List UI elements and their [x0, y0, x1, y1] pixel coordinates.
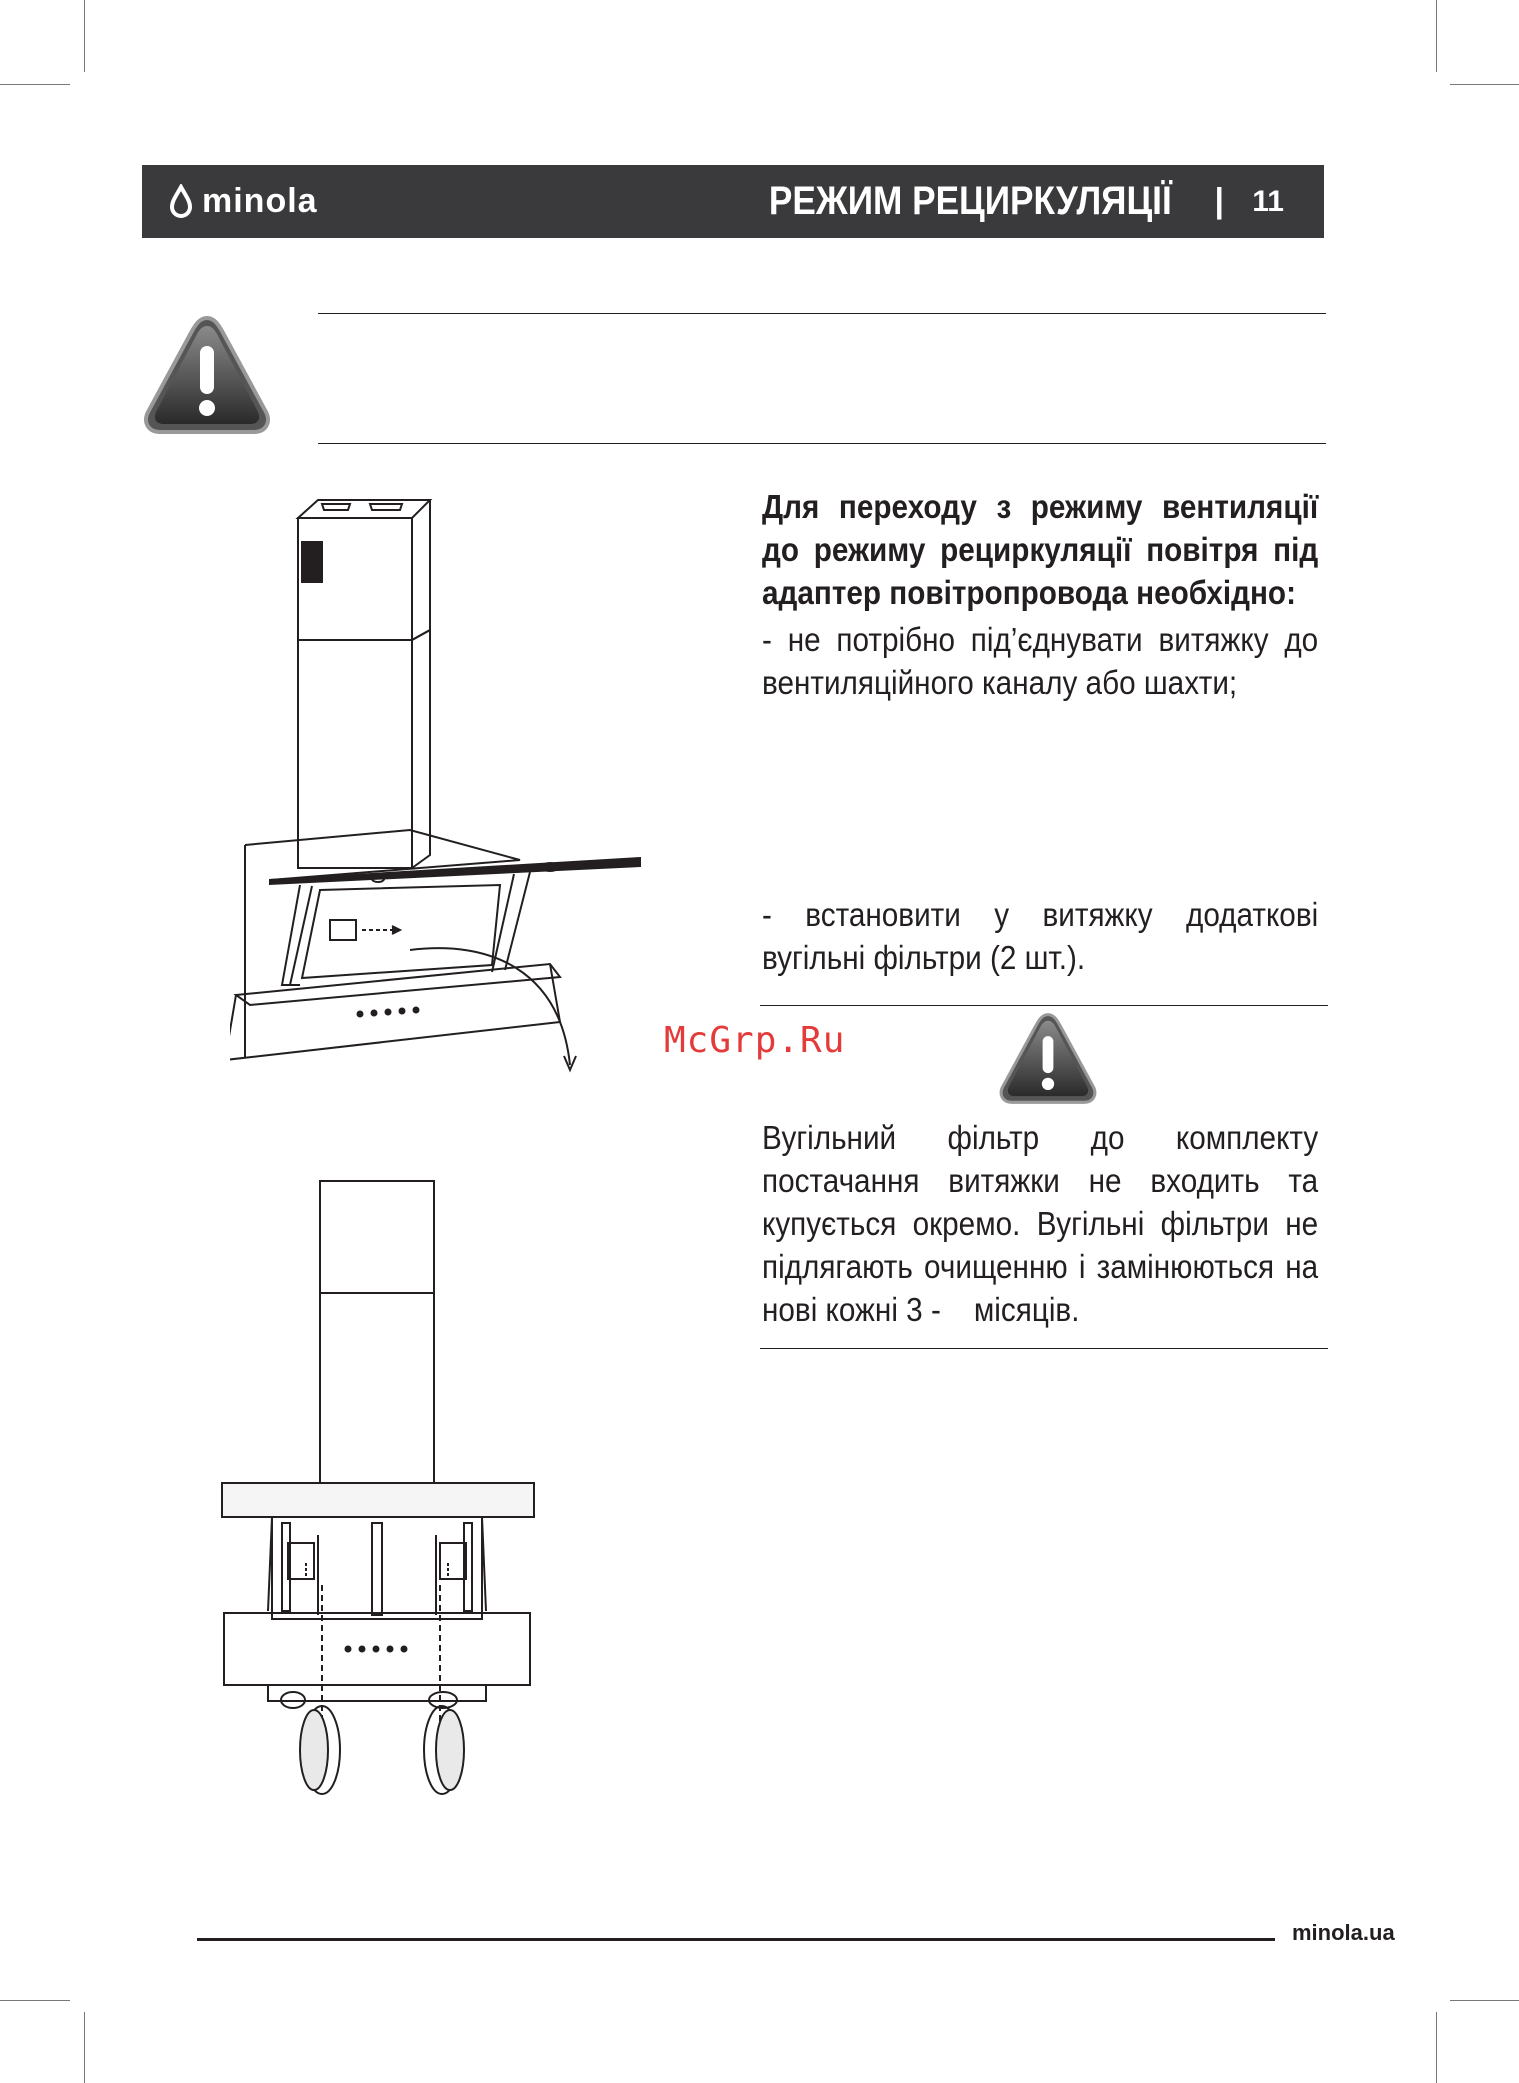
instruction-step-1: - не потрібно під’єднувати витяжку до вентиляційного каналу або шахти;	[762, 621, 1319, 701]
note-text-part-2: місяців.	[973, 1291, 1080, 1328]
minola-drop-icon	[168, 184, 194, 218]
hood-side-view-drawing	[230, 480, 650, 1090]
divider	[760, 1348, 1328, 1349]
footer-rule	[197, 1938, 1275, 1941]
crop-mark	[1450, 84, 1519, 85]
hood-front-view-drawing	[218, 1175, 548, 1800]
divider	[760, 1005, 1328, 1006]
title-separator: |	[1214, 182, 1224, 220]
crop-mark	[1450, 2000, 1519, 2001]
crop-mark	[0, 84, 70, 85]
crop-mark	[84, 2012, 85, 2083]
watermark: McGrp.Ru	[664, 1020, 846, 1061]
warning-triangle-icon	[998, 1010, 1098, 1110]
page-header	[142, 165, 1324, 238]
instruction-heading: Для переходу з режиму вентиляції до режиму рециркуляції повітря під адаптер повітропровода необхідно:	[762, 488, 1319, 611]
footer-url: minola.ua	[1292, 1920, 1395, 1945]
brand-logo	[168, 181, 318, 221]
page-title: РЕЖИМ РЕЦИРКУЛЯЦІЇ	[769, 179, 1172, 223]
crop-mark	[84, 0, 85, 72]
note-text-part-1: Вугільний фільтр до комплекту постачання витяжки не входить та купується окремо. Вугільні фільтри не підлягають очищенню і замінюються на нові кожні 3 -	[762, 1119, 1319, 1328]
brand-name: minola	[202, 181, 318, 220]
warning-triangle-icon	[142, 312, 272, 442]
page-number: 11	[1252, 185, 1284, 218]
note-text	[762, 1116, 1318, 1331]
divider	[318, 313, 1326, 314]
crop-mark	[1436, 0, 1437, 72]
instruction-step-2: - встановити у витяжку додаткові вугільні фільтри (2 шт.).	[762, 896, 1319, 976]
crop-mark	[0, 2000, 70, 2001]
crop-mark	[1436, 2012, 1437, 2083]
divider	[318, 443, 1326, 444]
